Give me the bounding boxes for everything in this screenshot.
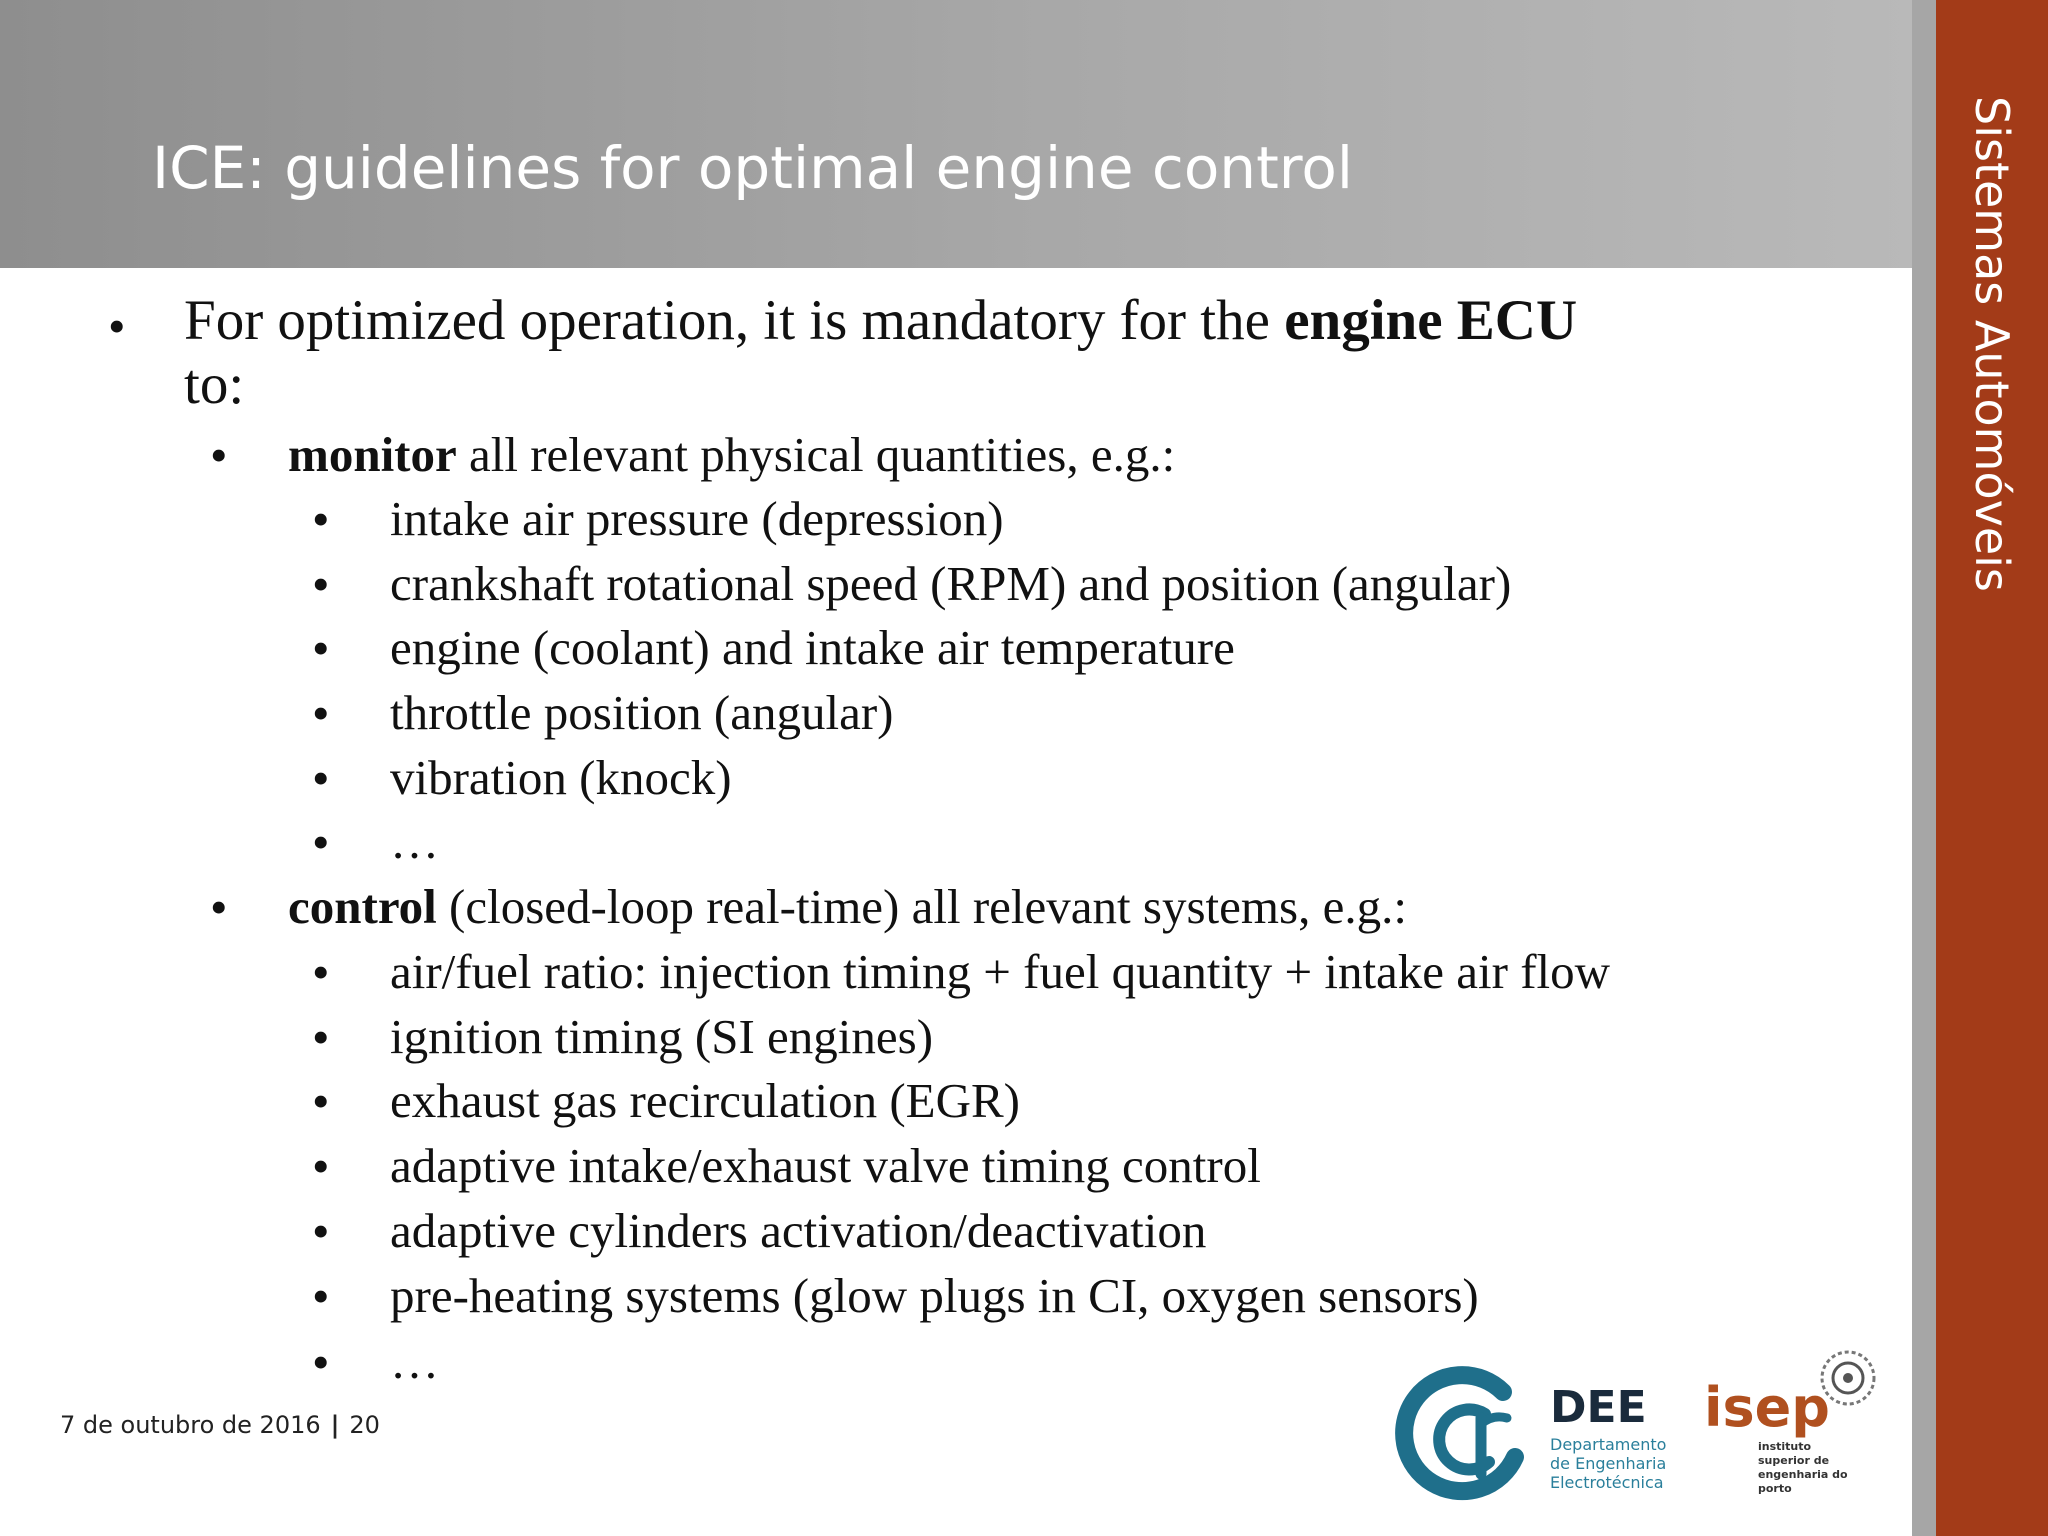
list-item: ignition timing (SI engines) <box>390 1009 934 1064</box>
isep-logo <box>1698 1344 1888 1514</box>
isep-line1: instituto <box>1758 1440 1812 1453</box>
bullet-icon: • <box>312 556 330 612</box>
bullet-icon: • <box>108 298 126 354</box>
footer-date: 7 de outubro de 2016 <box>60 1411 321 1439</box>
bullet-icon: • <box>312 1268 330 1324</box>
list-item: … <box>390 814 439 869</box>
isep-line3: engenharia do <box>1758 1468 1848 1481</box>
sidebar-label: Sistemas Automóveis <box>1965 96 2019 592</box>
list-item: pre-heating systems (glow plugs in CI, oxygen sensors) <box>390 1268 1479 1323</box>
main-bullet-continuation: to: <box>184 353 245 416</box>
list-item: adaptive intake/exhaust valve timing control <box>390 1138 1261 1193</box>
slide-title: ICE: guidelines for optimal engine control <box>152 134 1353 202</box>
bullet-icon: • <box>312 814 330 870</box>
bullet-icon: • <box>312 944 330 1000</box>
isep-line4: porto <box>1758 1482 1792 1495</box>
bullet-icon: • <box>312 491 330 547</box>
list-item: engine (coolant) and intake air temperature <box>390 620 1235 675</box>
dee-logo-mark <box>1404 1375 1515 1491</box>
bullet-icon: • <box>312 1203 330 1259</box>
page-number: 20 <box>349 1411 380 1439</box>
control-heading <box>288 877 1407 937</box>
monitor-bold: monitor <box>288 427 457 482</box>
control-rest: (closed-loop real-time) all relevant systems, e.g.: <box>436 879 1407 934</box>
main-bullet-text <box>184 290 1577 352</box>
list-item: intake air pressure (depression) <box>390 491 1004 546</box>
list-item: throttle position (angular) <box>390 685 894 740</box>
dee-line1: Departamento <box>1550 1435 1667 1454</box>
dee-line2: de Engenharia <box>1550 1454 1667 1473</box>
control-bold: control <box>288 879 437 934</box>
slide-footer <box>60 1408 380 1442</box>
main-bullet-bold: engine ECU <box>1284 289 1578 352</box>
list-item: exhaust gas recirculation (EGR) <box>390 1073 1020 1128</box>
bullet-icon: • <box>312 750 330 806</box>
list-item: … <box>390 1334 439 1389</box>
bullet-icon: • <box>312 1138 330 1194</box>
sidebar-label-container <box>1936 96 2048 656</box>
dee-line3: Electrotécnica <box>1550 1473 1664 1492</box>
bullet-icon: • <box>312 1009 330 1065</box>
main-bullet-pre: For optimized operation, it is mandatory for the <box>184 289 1285 352</box>
monitor-rest: all relevant physical quantities, e.g.: <box>456 427 1176 482</box>
bullet-icon: • <box>210 427 228 483</box>
bullet-icon: • <box>312 685 330 741</box>
list-item: adaptive cylinders activation/deactivation <box>390 1203 1207 1258</box>
side-divider <box>1912 0 1936 1536</box>
isep-name: isep <box>1704 1376 1830 1439</box>
bullet-icon: • <box>312 1334 330 1390</box>
footer-separator: | <box>330 1411 340 1439</box>
list-item: vibration (knock) <box>390 750 732 805</box>
dee-abbr: DEE <box>1550 1382 1647 1433</box>
bullet-icon: • <box>312 620 330 676</box>
isep-line2: superior de <box>1758 1454 1830 1467</box>
monitor-heading <box>288 425 1175 485</box>
list-item: air/fuel ratio: injection timing + fuel quantity + intake air flow <box>390 944 1611 999</box>
list-item: crankshaft rotational speed (RPM) and position (angular) <box>390 556 1512 611</box>
bullet-icon: • <box>312 1073 330 1129</box>
bullet-icon: • <box>210 879 228 935</box>
